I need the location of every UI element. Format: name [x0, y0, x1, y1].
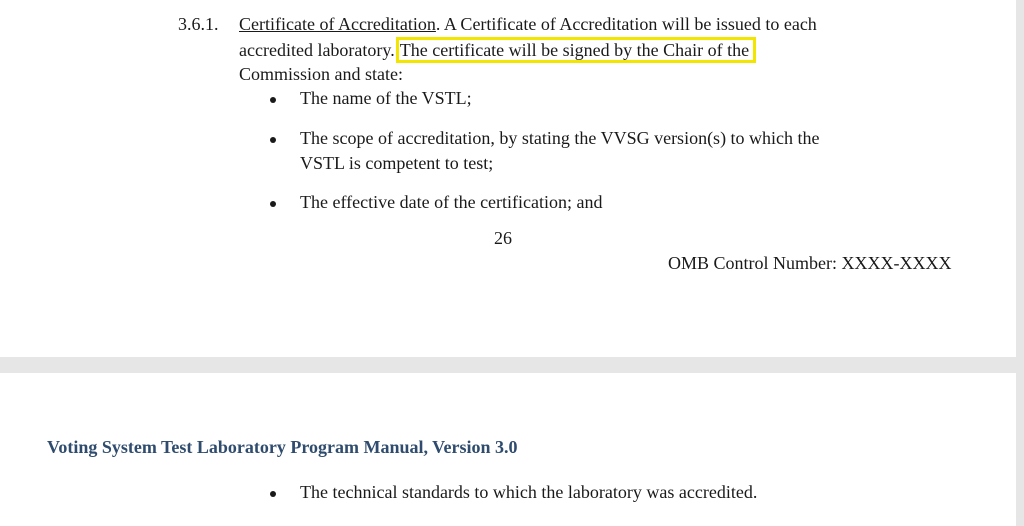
bullet-icon: [270, 201, 276, 207]
section-line-2-start: accredited laboratory.: [239, 40, 395, 60]
bullet-item-scope-line-2: VSTL is competent to test;: [300, 153, 494, 173]
bullet-icon: [270, 137, 276, 143]
section-line-1: [239, 12, 817, 37]
section-line-3: Commission and state:: [239, 64, 403, 84]
bullet-item-effective-date: The effective date of the certification; and: [300, 192, 603, 212]
bullet-item-technical-standards: The technical standards to which the laboratory was accredited.: [300, 482, 758, 502]
bullet-item-vstl-name: The name of the VSTL;: [300, 88, 472, 108]
bullet-item-scope-line-1: The scope of accreditation, by stating the VVSG version(s) to which the: [300, 128, 820, 148]
bullet-icon: [270, 491, 276, 497]
highlighted-sentence: The certificate will be signed by the Chair of the: [396, 37, 756, 63]
section-line-1-rest: . A Certificate of Accreditation will be issued to each: [435, 14, 817, 34]
bullet-icon: [270, 97, 276, 103]
section-heading: Certificate of Accreditation: [239, 14, 436, 34]
page-number: 26: [494, 228, 512, 248]
section-number: 3.6.1.: [178, 14, 219, 34]
section-line-2: [239, 37, 756, 63]
scrollbar-track[interactable]: [1016, 0, 1024, 526]
running-header: Voting System Test Laboratory Program Manual, Version 3.0: [47, 437, 518, 457]
omb-control-number: OMB Control Number: XXXX-XXXX: [668, 253, 952, 273]
